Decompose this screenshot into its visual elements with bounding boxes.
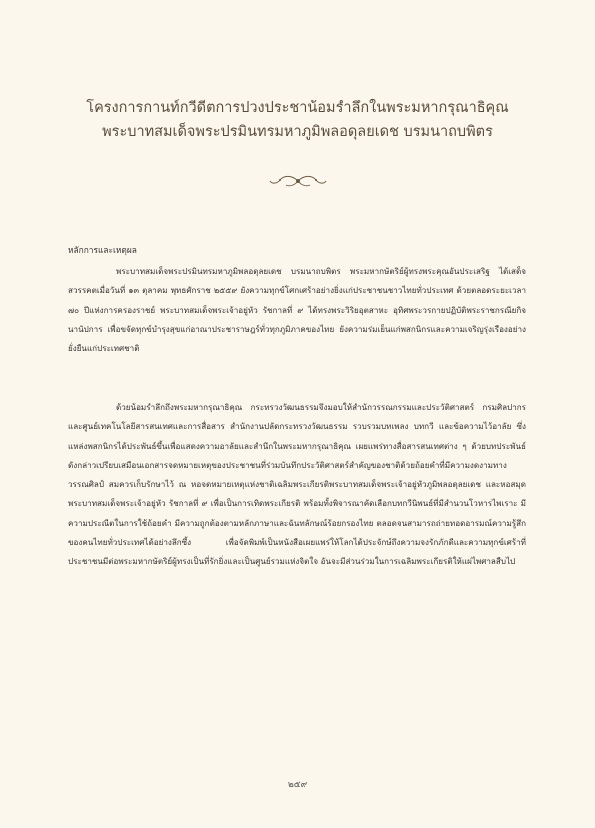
paragraph-rationale-2: ด้วยน้อมรำลึกถึงพระมหากรุณาธิคุณ กระทรวงวัฒนธรรมจึงมอบให้สำนักวรรณกรรมและประวัติศาสตร์ กรมศิลปากร และศูนย์เทคโนโลยีสารสนเทศและการสื่อสาร สำนักงานปลัดกระทรวงวัฒนธรรม รวบรวมบทเพลง บทกวี และข้อความไว้อาลัย ซึ่งแหล่งพสกนิกรได้ประพันธ์ขึ้นเพื่อแสดงความอาลัยและสำนึกในพระมหากรุณาธิคุณ เผยแพร่ทางสื่อสารสนเทศต่าง ๆ ด้วยบทประพันธ์ดังกล่าวเปรียบเสมือนเอกสารจดหมายเหตุของประชาชนที่ร่วมบันทึกประวัติศาสตร์สำคัญของชาติด้วยถ้อยคำที่มีความงดงามทางวรรณศิลป์ สมควรเก็บรักษาไว้ ณ หอจดหมายเหตุแห่งชาติเฉลิมพระเกียรติพระบาทสมเด็จพระเจ้าอยู่หัวภูมิพลอดุลยเดช และหอสมุดพระบาทสมเด็จพระเจ้าอยู่หัว รัชกาลที่ ๙ เพื่อเป็นการเทิดพระเกียรติ พร้อมทั้งพิจารณาคัดเลือกบทกวีนิพนธ์ที่มีสำนวนโวหารไพเราะ มีความประณีตในการใช้ถ้อยคำ มีความถูกต้องตามหลักภาษาและฉันทลักษณ์ร้อยกรองไทย ตลอดจนสามารถถ่ายทอดอารมณ์ความรู้สึกของคนไทยทั่วประเทศได้อย่างลึกซึ้ง เพื่อจัดพิมพ์เป็นหนังสือเผยแพร่ให้โลกได้ประจักษ์ถึงความจงรักภักดีและความทุกข์เศร้าที่ประชาชนมีต่อพระมหากษัตริย์ผู้ทรงเป็นที่รักยิ่งและเป็นศูนย์รวมแห่งจิตใจ อันจะมีส่วนร่วมในการเฉลิมพระเกียรติให้แผ่ไพศาลสืบไป [68,402,526,567]
title-line-1: โครงการกานท์กวีดีตการปวงประชาน้อมรำลึกในพระมหากรุณาธิคุณ [86,100,509,116]
document-title [40,96,555,144]
page-number: ๒๕๙ [287,780,308,790]
title-line-2: พระบาทสมเด็จพระปรมินทรมหาภูมิพลอดุลยเดช บรมนาถบพิตร [102,124,493,140]
section-heading: หลักการและเหตุผล [68,245,137,255]
paragraph-rationale-1: พระบาทสมเด็จพระปรมินทรมหาภูมิพลอดุลยเดช บรมนาถบพิตร พระมหากษัตริย์ผู้ทรงพระคุณอันประเสริฐ ได้เสด็จสวรรคตเมื่อวันที่ ๑๓ ตุลาคม พุทธศักราช ๒๕๕๙ ยังความทุกข์โศกเศร้าอย่างยิ่งแก่ประชาชนชาวไทยทั่วประเทศ ด้วยตลอดระยะเวลา ๗๐ ปีแห่งการครองราชย์ พระบาทสมเด็จพระเจ้าอยู่หัว รัชกาลที่ ๙ ได้ทรงพระวิริยอุตสาหะ อุทิศพระวรกายปฏิบัติพระราชกรณียกิจนานัปการ เพื่อขจัดทุกข์บำรุงสุขแก่อาณาประชาราษฎร์ทั่วทุกภูมิภาคของไทย ยังความร่มเย็นแก่พสกนิกรและความเจริญรุ่งเรืองอย่างยั่งยืนแก่ประเทศชาติ [68,266,526,354]
floral-flourish-ornament-icon [268,172,328,190]
